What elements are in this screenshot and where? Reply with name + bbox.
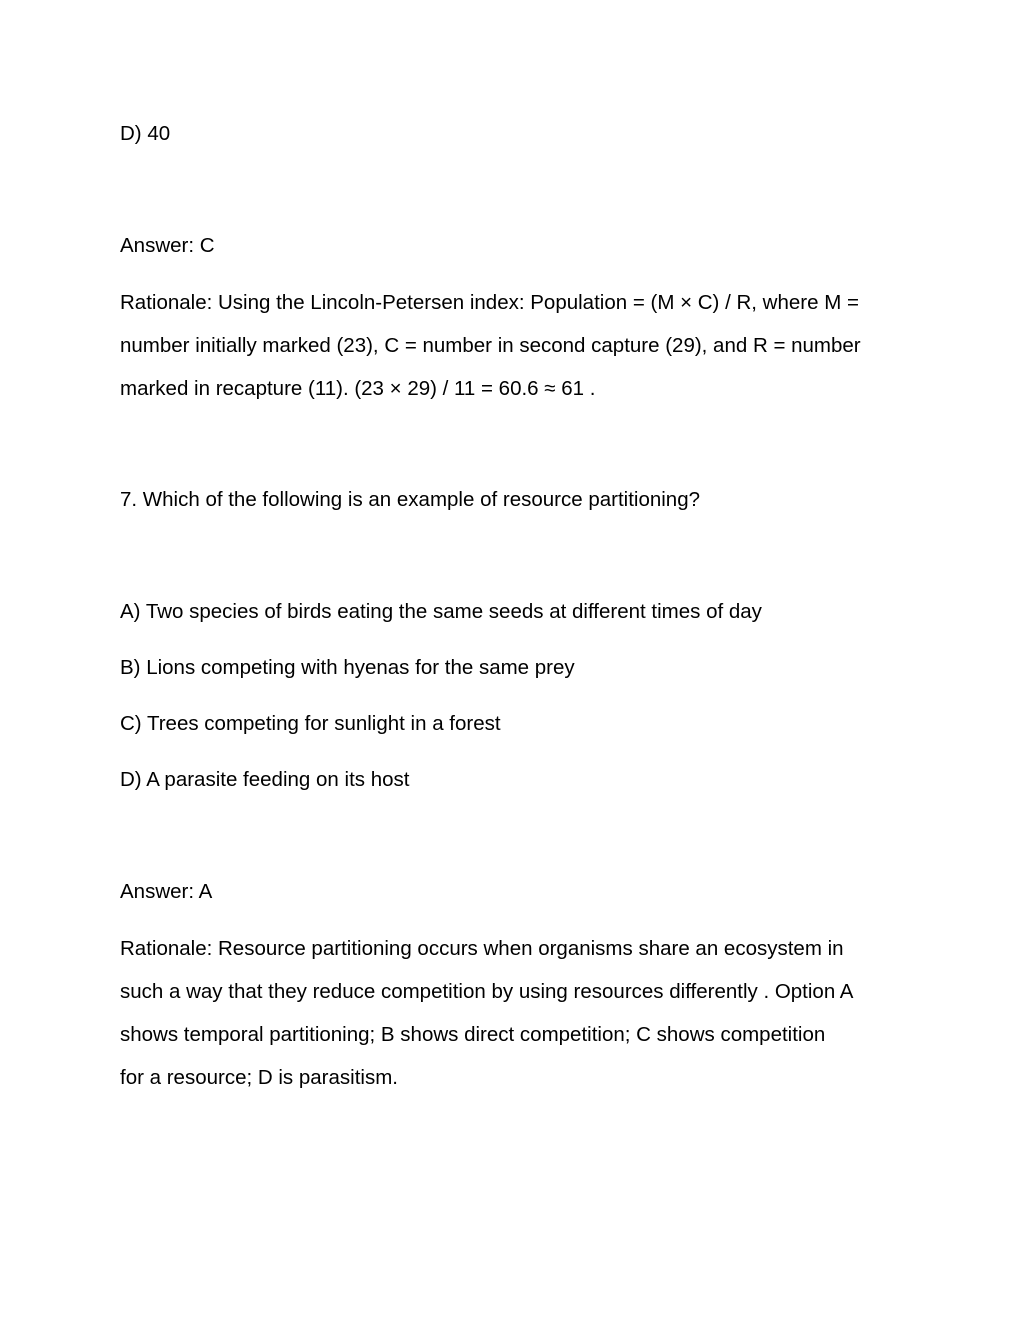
- q6-option-d: D) 40: [120, 122, 171, 145]
- q6-rationale-line-1: Rationale: Using the Lincoln-Petersen index: Population = (M × C) / R, where M =: [120, 291, 859, 314]
- q7-option-b: B) Lions competing with hyenas for the same prey: [120, 656, 575, 679]
- q6-answer: Answer: C: [120, 234, 215, 257]
- q6-rationale-line-3: marked in recapture (11). (23 × 29) / 11 = 60.6 ≈ 61 .: [120, 377, 596, 400]
- q7-rationale-line-1: Rationale: Resource partitioning occurs when organisms share an ecosystem in: [120, 937, 844, 960]
- q6-rationale-line-2: number initially marked (23), C = number in second capture (29), and R = number: [120, 334, 861, 357]
- q7-option-d: D) A parasite feeding on its host: [120, 768, 410, 791]
- q7-rationale-line-4: for a resource; D is parasitism.: [120, 1066, 398, 1089]
- q7-option-c: C) Trees competing for sunlight in a forest: [120, 712, 501, 735]
- q7-question: 7. Which of the following is an example of resource partitioning?: [120, 488, 701, 511]
- q7-option-a: A) Two species of birds eating the same seeds at different times of day: [120, 600, 762, 623]
- q7-rationale-line-3: shows temporal partitioning; B shows direct competition; C shows competition: [120, 1023, 826, 1046]
- q7-rationale-line-2: such a way that they reduce competition by using resources differently . Option A: [120, 980, 854, 1003]
- q7-answer: Answer: A: [120, 880, 213, 903]
- q7-rationale: [120, 927, 910, 1099]
- q6-rationale: [120, 281, 910, 410]
